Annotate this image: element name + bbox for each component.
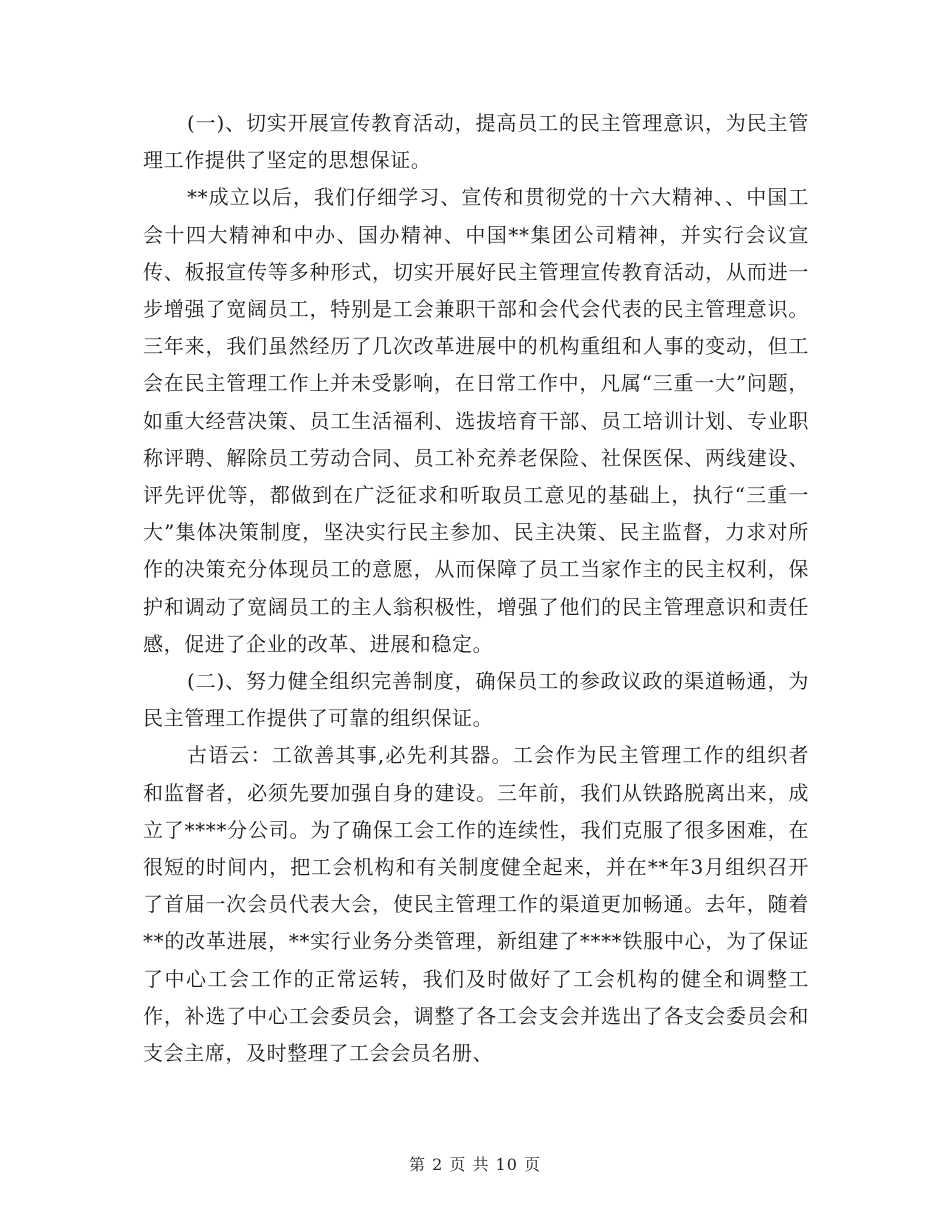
section-heading-2: (二)、努力健全组织完善制度，确保员工的参政议政的渠道畅通，为民主管理工作提供了可靠的组织保证。 [143,669,809,731]
document-body [143,105,809,1072]
section-heading-1: (一)、切实开展宣传教育活动，提高员工的民主管理意识，为民主管理工作提供了坚定的思想保证。 [143,111,809,173]
body-paragraph-2: 古语云：工欲善其事,必先利其器。工会作为民主管理工作的组织者和监督者，必须先要加强自身的建设。三年前，我们从铁路脱离出来，成立了****分公司。为了确保工会工作的连续性，我们克服了很多困难，在很短的时间内，把工会机构和有关制度健全起来，并在**年3月组织召开了首届一次会员代表大会，使民主管理工作的渠道更加畅通。去年，随着**的改革进展，**实行业务分类管理，新组建了****铁服中心，为了保证了中心工会工作的正常运转，我们及时做好了工会机构的健全和调整工作，补选了中心工会委员会，调整了各工会支会并选出了各支会委员会和支会主席，及时整理了工会会员名册、 [143,743,809,1066]
page-number-footer: 第 2 页 共 10 页 [409,1155,541,1174]
body-paragraph-1: **成立以后，我们仔细学习、宣传和贯彻党的十六大精神、、中国工会十四大精神和中办、国办精神、中国**集团公司精神，并实行会议宣传、板报宣传等多种形式，切实开展好民主管理宣传教育活动，从而进一步增强了宽阔员工，特别是工会兼职干部和会代会代表的民主管理意识。三年来，我们虽然经历了几次改革进展中的机构重组和人事的变动，但工会在民主管理工作上并未受影响，在日常工作中，凡属“三重一大”问题，如重大经营决策、员工生活福利、选拔培育干部、员工培训计划、专业职称评聘、解除员工劳动合同、员工补充养老保险、社保医保、两线建设、评先评优等，都做到在广泛征求和听取员工意见的基础上，执行“三重一大”集体决策制度，坚决实行民主参加、民主决策、民主监督，力求对所作的决策充分体现员工的意愿，从而保障了员工当家作主的民主权利，保护和调动了宽阔员工的主人翁积极性，增强了他们的民主管理意识和责任感，促进了企业的改革、进展和稳定。 [143,185,809,656]
